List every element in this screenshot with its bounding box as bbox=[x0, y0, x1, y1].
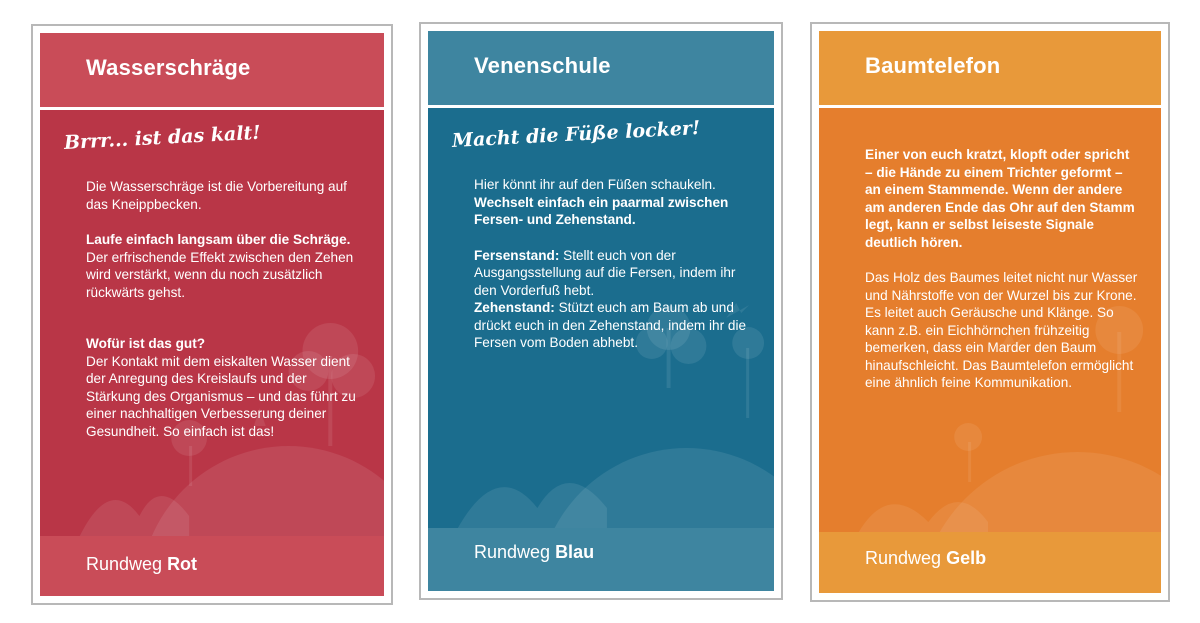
instruction-bold: Laufe einfach langsam über die Schräge. bbox=[86, 232, 351, 247]
intro-bold: Wechselt einfach ein paarmal zwischen Fersen- und Zehenstand. bbox=[474, 194, 729, 227]
card-wasserschraege bbox=[31, 24, 393, 605]
card-footer bbox=[428, 528, 774, 591]
intro-text: Die Wasserschräge ist die Vorbereitung auf das Kneippbecken. bbox=[86, 179, 347, 212]
intro-paragraph: Hier könnt ihr auf den Füßen schaukeln. Wechselt einfach ein paarmal zwischen Fersen- und Zehenstand. bbox=[474, 177, 729, 227]
card-inner bbox=[819, 31, 1161, 593]
card-header bbox=[428, 31, 774, 105]
card-title: Wasserschräge bbox=[86, 55, 251, 80]
card-body bbox=[40, 110, 384, 536]
answer-text: Der Kontakt mit dem eiskalten Wasser dient der Anregung des Kreislaufs und der Stärkung des Organismus – und das führt zu einer nachhaltigen Verbesserung deiner Gesundheit. So einfach ist das! bbox=[86, 353, 356, 439]
bold-intro: Einer von euch kratzt, klopft oder spricht – die Hände zu einem Trichter geformt – an einem Stammende. Wenn der andere am anderen Ende das Ohr auf den Stamm legt, kann er selbst leiseste Signale deutlich hören. bbox=[865, 147, 1135, 250]
card-venenschule bbox=[419, 22, 783, 600]
fersenstand-paragraph: Fersenstand: Stellt euch von der Ausgangsstellung auf die Fersen, indem ihr den Vorderfuß hebt. bbox=[474, 247, 736, 298]
card-title: Venenschule bbox=[474, 53, 611, 78]
footer-route-color: Rot bbox=[167, 554, 198, 574]
card-title: Baumtelefon bbox=[865, 53, 1001, 78]
term-zehenstand: Zehenstand: bbox=[474, 300, 555, 315]
card-header bbox=[40, 33, 384, 107]
zehenstand-paragraph: Zehenstand: Stützt euch am Baum ab und drückt euch in den Zehenstand, indem ihr die Fersen vom Boden abhebt. bbox=[474, 300, 747, 350]
instruction-paragraph bbox=[86, 231, 362, 301]
card-inner bbox=[428, 31, 774, 591]
body-text: Das Holz des Baumes leitet nicht nur Wasser und Nährstoffe von der Wurzel bis zur Krone. Es leitet auch Geräusche und Klänge. So kann z.B. ein Eichhörnchen frühzeitig bemerken, dass ein Marder den Baum hinaufschleicht. Das Baumtelefon ermöglicht eine ähnlich feine Kommunikation. bbox=[865, 270, 1138, 390]
footer-route-color: Blau bbox=[555, 542, 595, 562]
term-fersenstand: Fersenstand: bbox=[474, 247, 560, 263]
card-inner bbox=[40, 33, 384, 596]
card-footer bbox=[40, 536, 384, 596]
card-text bbox=[86, 178, 362, 440]
footer-label: Rundweg Rot bbox=[86, 554, 198, 574]
card-tagline: Brrr... ist das kalt! bbox=[63, 121, 262, 154]
card-footer bbox=[819, 532, 1161, 593]
card-text bbox=[865, 146, 1139, 392]
card-baumtelefon bbox=[810, 22, 1170, 602]
card-body bbox=[819, 108, 1161, 532]
question-heading: Wofür ist das gut? bbox=[86, 336, 206, 351]
instruction-text: Der erfrischende Effekt zwischen den Zehen wird verstärkt, wenn du noch zusätzlich rückwärts gehst. bbox=[86, 249, 354, 300]
card-body bbox=[428, 108, 774, 528]
card-text bbox=[474, 176, 752, 352]
footer-label: Rundweg Gelb bbox=[865, 548, 987, 568]
card-tagline: Macht die Füße locker! bbox=[451, 117, 701, 152]
card-header bbox=[819, 31, 1161, 105]
footer-route-color: Gelb bbox=[946, 548, 987, 568]
footer-label: Rundweg Blau bbox=[474, 542, 595, 562]
